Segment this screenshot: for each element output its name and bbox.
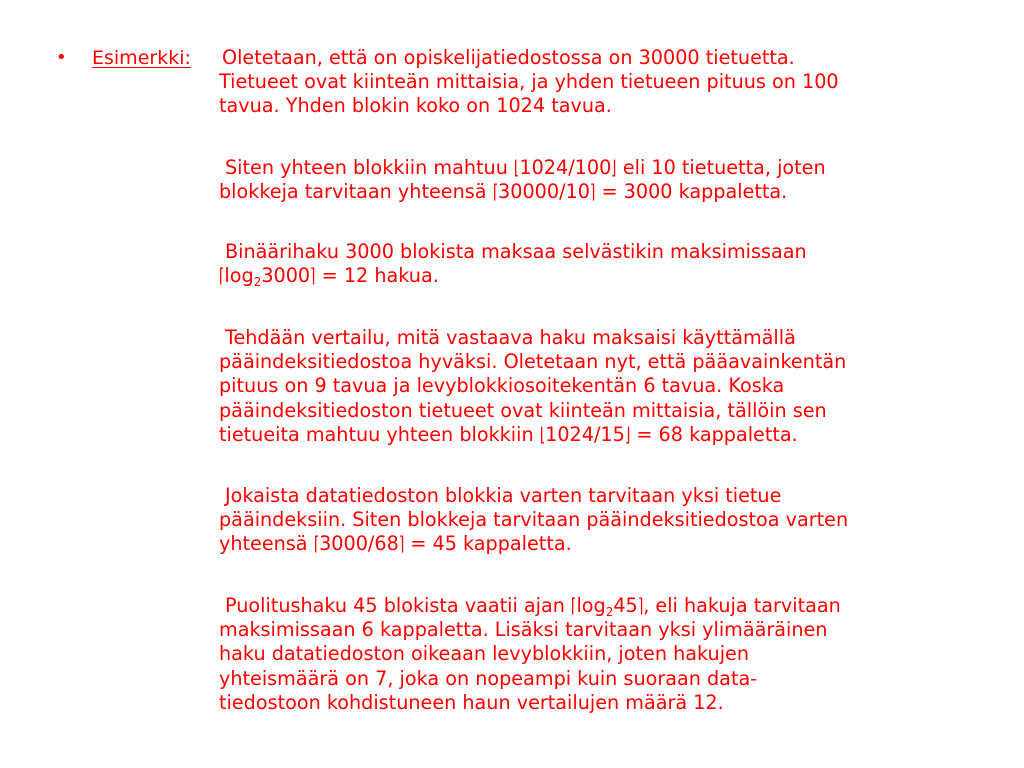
- formula-expression: 1024/100: [519, 156, 612, 179]
- text-line: [219, 180, 979, 204]
- floor-close-symbol: ⌋: [611, 157, 617, 179]
- log-argument: 45: [613, 594, 638, 617]
- ceil-close-symbol: ⌉: [398, 533, 405, 556]
- paragraph-intro: [219, 46, 979, 119]
- log-argument: 3000: [261, 264, 311, 288]
- bullet-marker: •: [56, 47, 67, 68]
- formula-expression: 3000/68: [319, 532, 399, 556]
- text-segment: = 68 kappaletta.: [630, 422, 798, 446]
- text-line: tavua. Yhden blokin koko on 1024 tavua.: [219, 94, 612, 118]
- text-segment: = 12 hakua.: [315, 264, 439, 288]
- text-segment: eli 10 tietuetta, joten: [616, 156, 826, 179]
- text-segment: blokkeja tarvitaan yhteensä: [219, 180, 493, 204]
- text-line: [219, 423, 979, 447]
- example-label: Esimerkki:: [92, 47, 191, 69]
- text-segment: = 45 kappaletta.: [404, 532, 572, 556]
- ceil-close-symbol: ⌉: [310, 265, 316, 288]
- ceil-open-symbol: ⌈: [570, 595, 577, 617]
- text-segment: = 3000 kappaletta.: [595, 180, 788, 204]
- paragraph-records-per-block: [219, 156, 979, 204]
- text-line: [219, 594, 979, 618]
- text-line: tiedostoon kohdistuneen haun vertailujen määrä 12.: [219, 690, 724, 714]
- text-line: [219, 532, 979, 556]
- text-line: [219, 156, 979, 180]
- paragraph-binary-search: [219, 240, 979, 288]
- text-line: pääindeksitiedoston tietueet ovat kiinteän mittaisia, tällöin sen: [219, 398, 827, 422]
- text-line: pääindeksitiedostoa hyväksi. Oletetaan nyt, että pääavainkentän: [219, 350, 847, 374]
- log-base: 2: [253, 275, 262, 290]
- floor-open-symbol: ⌊: [513, 157, 520, 179]
- text-segment: Siten yhteen blokkiin mahtuu: [225, 156, 514, 179]
- text-line: Tietueet ovat kiinteän mittaisia, ja yhden tietueen pituus on 100: [219, 70, 839, 94]
- floor-open-symbol: ⌊: [539, 423, 546, 446]
- paragraph-index-blocks: [219, 484, 979, 557]
- floor-close-symbol: ⌋: [624, 423, 631, 446]
- text-line: [219, 264, 979, 288]
- text-segment: Puolitushaku 45 blokista vaatii ajan: [225, 594, 572, 617]
- text-line: pituus on 9 tavua ja levyblokkiosoitekentän 6 tavua. Koska: [219, 374, 785, 398]
- text-segment: , eli hakuja tarvitaan: [643, 594, 841, 617]
- formula-expression: 30000/10: [498, 180, 590, 204]
- text-line: haku datatiedoston oikeaan levyblokkiin, joten hakujen: [219, 642, 749, 666]
- log-function: log: [576, 594, 606, 617]
- formula-expression: 1024/15: [545, 422, 625, 446]
- ceil-open-symbol: ⌈: [218, 265, 225, 288]
- paragraph-index-comparison: [219, 326, 979, 447]
- text-segment: tietueita mahtuu yhteen blokkiin: [219, 422, 540, 446]
- text-line: Binäärihaku 3000 blokista maksaa selvästikin maksimissaan: [225, 240, 807, 263]
- text-line: maksimissaan 6 kappaletta. Lisäksi tarvitaan yksi ylimääräinen: [219, 618, 828, 642]
- text-line: yhteismäärä on 7, joka on nopeampi kuin suoraan data-: [219, 666, 758, 690]
- ceil-close-symbol: ⌉: [637, 595, 644, 617]
- paragraph-halving-search: [219, 594, 979, 715]
- text-line: Tehdään vertailu, mitä vastaava haku maksaisi käyttämällä: [225, 326, 796, 349]
- text-line: Oletetaan, että on opiskelijatiedostossa on 30000 tietuetta.: [222, 46, 795, 69]
- log-base: 2: [605, 605, 614, 619]
- ceil-open-symbol: ⌈: [313, 533, 320, 556]
- ceil-close-symbol: ⌉: [589, 181, 596, 204]
- text-line: Jokaista datatiedoston blokkia varten tarvitaan yksi tietue: [225, 484, 782, 507]
- log-function: log: [224, 264, 254, 288]
- text-line: pääindeksiin. Siten blokkeja tarvitaan pääindeksitiedostoa varten: [219, 508, 849, 532]
- ceil-open-symbol: ⌈: [492, 181, 499, 204]
- text-segment: yhteensä: [219, 532, 314, 556]
